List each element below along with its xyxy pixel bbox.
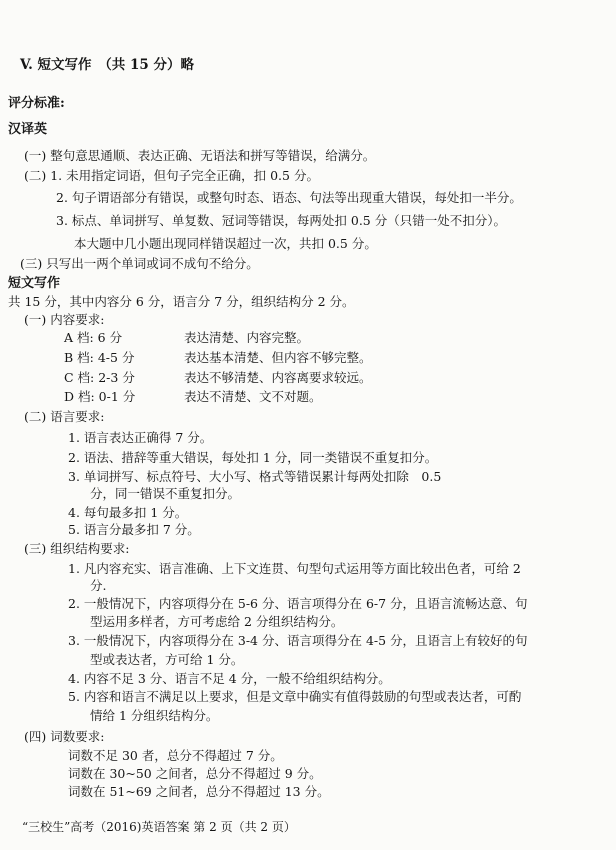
grade-label: D 档: 0-1 分 — [64, 389, 136, 404]
grade-desc: 表达不够清楚、内容离要求较远。 — [184, 370, 372, 385]
structure-line: 5. 内容和语言不满足以上要求，但是文章中确实有值得鼓励的句型或表达者，可酌 — [68, 689, 522, 704]
grade-desc: 表达不清楚、文不对题。 — [184, 389, 322, 404]
grade-row — [64, 370, 372, 386]
language-item-continued: 分，同一错误不重复扣分。 — [90, 486, 241, 501]
grade-label: A 档: 6 分 — [64, 330, 123, 345]
grade-label: C 档: 2-3 分 — [64, 370, 135, 385]
language-item: 3. 单词拼写、标点符号、大小写、格式等错误累计每两处扣除 0.5 — [68, 469, 442, 484]
wordcount-item: 词数不足 30 者，总分不得超过 7 分。 — [68, 748, 283, 763]
grade-row — [64, 330, 309, 346]
essay-heading: 短文写作 — [8, 276, 61, 291]
section-title: V. 短文写作 （共 15 分）略 — [20, 57, 194, 73]
wordcount-requirements-heading: (四) 词数要求: — [24, 729, 105, 744]
translation-item-2-2: 2. 句子谓语部分有错误，或整句时态、语态、句法等出现重大错误，每处扣一半分。 — [56, 190, 522, 205]
structure-line: 分. — [90, 578, 107, 593]
grade-label: B 档: 4-5 分 — [64, 350, 135, 365]
language-item: 5. 语言分最多扣 7 分。 — [68, 522, 200, 537]
structure-line: 1. 凡内容充实、语言准确、上下文连贯、句型句式运用等方面比较出色者，可给 2 — [68, 561, 521, 576]
translation-item-2-3: 3. 标点、单词拼写、单复数、冠词等错误，每两处扣 0.5 分（只错一处不扣分）。 — [56, 213, 506, 228]
translation-item-1: (一) 整句意思通顺、表达正确、无语法和拼写等错误，给满分。 — [24, 148, 376, 163]
grade-row — [64, 350, 372, 366]
page-footer: “三校生”高考（2016)英语答案 第 2 页（共 2 页） — [22, 820, 296, 834]
wordcount-item: 词数在 30~50 之间者，总分不得超过 9 分。 — [68, 766, 322, 781]
grade-desc: 表达清楚、内容完整。 — [184, 330, 310, 345]
content-requirements-heading: (一) 内容要求: — [24, 312, 105, 327]
wordcount-item: 词数在 51~69 之间者，总分不得超过 13 分。 — [68, 784, 330, 799]
structure-line: 型运用多样者，方可考虑给 2 分组织结构分。 — [90, 614, 344, 629]
grade-desc: 表达基本清楚、但内容不够完整。 — [184, 350, 372, 365]
essay-summary: 共 15 分，其中内容分 6 分，语言分 7 分，组织结构分 2 分。 — [8, 294, 355, 309]
translation-heading: 汉译英 — [8, 122, 48, 137]
structure-line: 型或表达者，方可给 1 分。 — [90, 652, 244, 667]
translation-item-2-1: (二) 1. 未用指定词语，但句子完全正确，扣 0.5 分。 — [24, 168, 319, 183]
structure-line: 2. 一般情况下，内容项得分在 5-6 分、语言项得分在 6-7 分，且语言流畅达意、句 — [68, 596, 528, 611]
language-item: 4. 每句最多扣 1 分。 — [68, 505, 188, 520]
structure-line: 3. 一般情况下，内容项得分在 3-4 分、语言项得分在 4-5 分，且语言上有较好的句 — [68, 633, 528, 648]
language-requirements-heading: (二) 语言要求: — [24, 409, 105, 424]
grade-row — [64, 389, 322, 405]
translation-note: 本大题中几小题出现同样错误超过一次，共扣 0.5 分。 — [74, 236, 377, 251]
structure-requirements-heading: (三) 组织结构要求: — [24, 541, 130, 556]
structure-line: 情给 1 分组织结构分。 — [90, 708, 219, 723]
structure-line: 4. 内容不足 3 分、语言不足 4 分，一般不给组织结构分。 — [68, 671, 391, 686]
language-item: 1. 语言表达正确得 7 分。 — [68, 430, 213, 445]
language-item: 2. 语法、措辞等重大错误，每处扣 1 分，同一类错误不重复扣分。 — [68, 450, 438, 465]
translation-item-3: (三) 只写出一两个单词或词不成句不给分。 — [20, 256, 259, 271]
scoring-criteria-label: 评分标准: — [8, 96, 65, 111]
